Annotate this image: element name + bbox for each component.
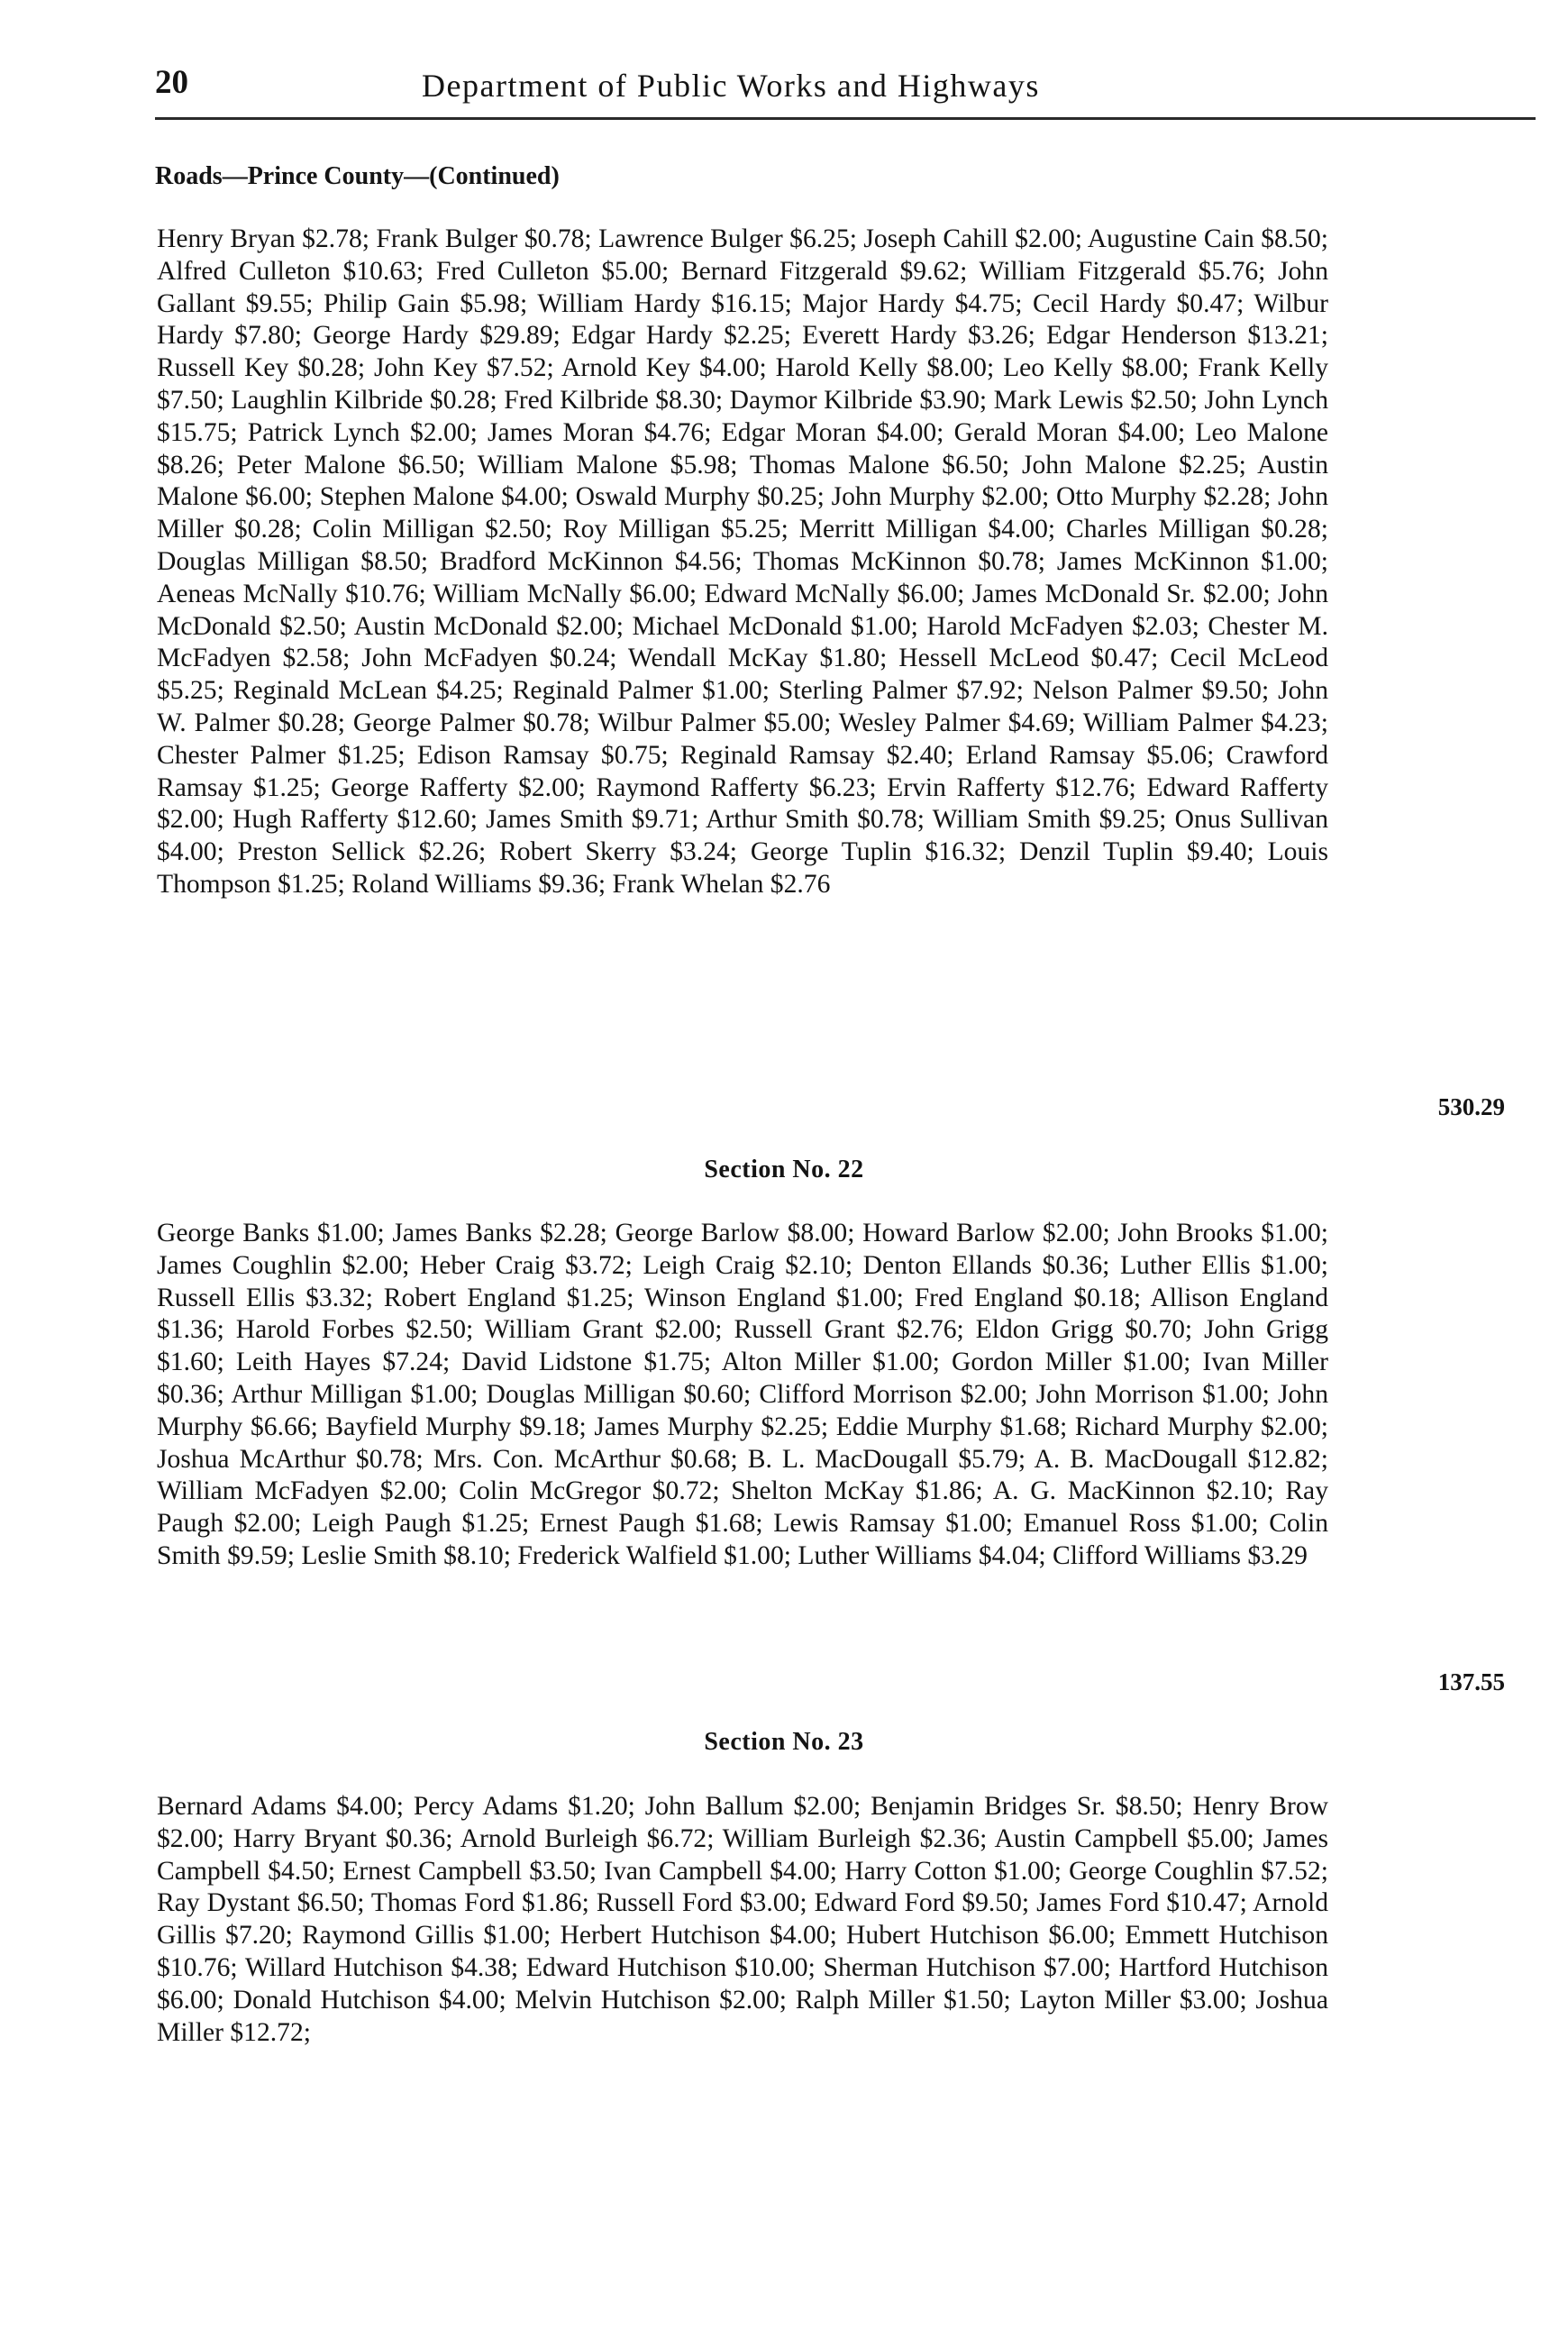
section-heading: Section No. 23 — [704, 1728, 864, 1756]
page-number: 20 — [155, 64, 188, 101]
section-total: 137.55 — [1437, 1668, 1505, 1695]
section-paragraph: George Banks $1.00; James Banks $2.28; George Barlow $8.00; Howard Barlow $2.00; John Brooks $1.00; James Coughlin $2.00; Heber Craig $3.72; Leigh Craig $2.10; Denton Ellands $0.36; Luther Ellis $1.00; Russell Ellis $3.32; Robert England $1.25; Winson England $1.00; Fred England $0.18; Allison England $1.36; Harold Forbes $2.50; William Grant $2.00; Russell Grant $2.76; Eldon Grigg $0.70; John Grigg $1.60; Leith Hayes $7.24; David Lidstone $1.75; Alton Miller $1.00; Gordon Miller $1.00; Ivan Miller $0.36; Arthur Milligan $1.00; Douglas Milligan $0.60; Clifford Morrison $2.00; John Morrison $1.00; John Murphy $6.66; Bayfield Murphy $9.18; James Murphy $2.25; Eddie Murphy $1.68; Richard Murphy $2.00; Joshua McArthur $0.78; Mrs. Con. McArthur $0.68; B. L. MacDougall $5.79; A. B. MacDougall $12.82; William McFadyen $2.00; Colin McGregor $0.72; Shelton McKay $1.86; A. G. MacKinnon $2.10; Ray Paugh $2.00; Leigh Paugh $1.25; Ernest Paugh $1.68; Lewis Ramsay $1.00; Emanuel Ross $1.00; Colin Smith $9.59; Leslie Smith $8.10; Frederick Walfield $1.00; Luther Williams $4.04; Clifford Williams $3.29 — [157, 1219, 1328, 1570]
section-paragraph-continued: Henry Bryan $2.78; Frank Bulger $0.78; Lawrence Bulger $6.25; Joseph Cahill $2.00; Augustine Cain $8.50; Alfred Culleton $10.63; Fred Culleton $5.00; Bernard Fitzgerald $9.62; William Fitzgerald $5.76; John Gallant $9.55; Philip Gain $5.98; William Hardy $16.15; Major Hardy $4.75; Cecil Hardy $0.47; Wilbur Hardy $7.80; George Hardy $29.89; Edgar Hardy $2.25; Everett Hardy $3.26; Edgar Henderson $13.21; Russell Key $0.28; John Key $7.52; Arnold Key $4.00; Harold Kelly $8.00; Leo Kelly $8.00; Frank Kelly $7.50; Laughlin Kilbride $0.28; Fred Kilbride $8.30; Daymor Kilbride $3.90; Mark Lewis $2.50; John Lynch $15.75; Patrick Lynch $2.00; James Moran $4.76; Edgar Moran $4.00; Gerald Moran $4.00; Leo Malone $8.26; Peter Malone $6.50; William Malone $5.98; Thomas Malone $6.50; John Malone $2.25; Austin Malone $6.00; Stephen Malone $4.00; Oswald Murphy $0.25; John Murphy $2.00; Otto Murphy $2.28; John Miller $0.28; Colin Milligan $2.50; Roy Milligan $5.25; Merritt Milligan $4.00; Charles Milligan $0.28; Douglas Milligan $8.50; Bradford McKinnon $4.56; Thomas McKinnon $0.78; James McKinnon $1.00; Aeneas McNally $10.76; William McNally $6.00; Edward McNally $6.00; James McDonald Sr. $2.00; John McDonald $2.50; Austin McDonald $2.00; Michael McDonald $1.00; Harold McFadyen $2.03; Chester M. McFadyen $2.58; John McFadyen $0.24; Wendall McKay $1.80; Hessell McLeod $0.47; Cecil McLeod $5.25; Reginald McLean $4.25; Reginald Palmer $1.00; Sterling Palmer $7.92; Nelson Palmer $9.50; John W. Palmer $0.28; George Palmer $0.78; Wilbur Palmer $5.00; Wesley Palmer $4.69; William Palmer $4.23; Chester Palmer $1.25; Edison Ramsay $0.75; Reginald Ramsay $2.40; Erland Ramsay $5.06; Crawford Ramsay $1.25; George Rafferty $2.00; Raymond Rafferty $6.23; Ervin Rafferty $12.76; Edward Rafferty $2.00; Hugh Rafferty $12.60; James Smith $9.71; Arthur Smith $0.78; William Smith $9.25; Onus Sullivan $4.00; Preston Sellick $2.26; Robert Skerry $3.24; George Tuplin $16.32; Denzil Tuplin $9.40; Louis Thompson $1.25; Roland Williams $9.36; Frank Whelan $2.76 — [157, 224, 1328, 899]
section-total: 530.29 — [1437, 1093, 1505, 1120]
header-rule — [155, 117, 1536, 120]
running-head: Department of Public Works and Highways — [422, 68, 1040, 104]
subheading: Roads—Prince County—(Continued) — [155, 162, 560, 190]
section-heading: Section No. 22 — [704, 1156, 864, 1183]
section-paragraph: Bernard Adams $4.00; Percy Adams $1.20; John Ballum $2.00; Benjamin Bridges Sr. $8.50; Henry Brow $2.00; Harry Bryant $0.36; Arnold Burleigh $6.72; William Burleigh $2.36; Austin Campbell $5.00; James Campbell $4.50; Ernest Campbell $3.50; Ivan Campbell $4.00; Harry Cotton $1.00; George Coughlin $7.52; Ray Dystant $6.50; Thomas Ford $1.86; Russell Ford $3.00; Edward Ford $9.50; James Ford $10.47; Arnold Gillis $7.20; Raymond Gillis $1.00; Herbert Hutchison $4.00; Hubert Hutchison $6.00; Emmett Hutchison $10.76; Willard Hutchison $4.38; Edward Hutchison $10.00; Sherman Hutchison $7.00; Hartford Hutchison $6.00; Donald Hutchison $4.00; Melvin Hutchison $2.00; Ralph Miller $1.50; Layton Miller $3.00; Joshua Miller $12.72; — [157, 1792, 1328, 2047]
